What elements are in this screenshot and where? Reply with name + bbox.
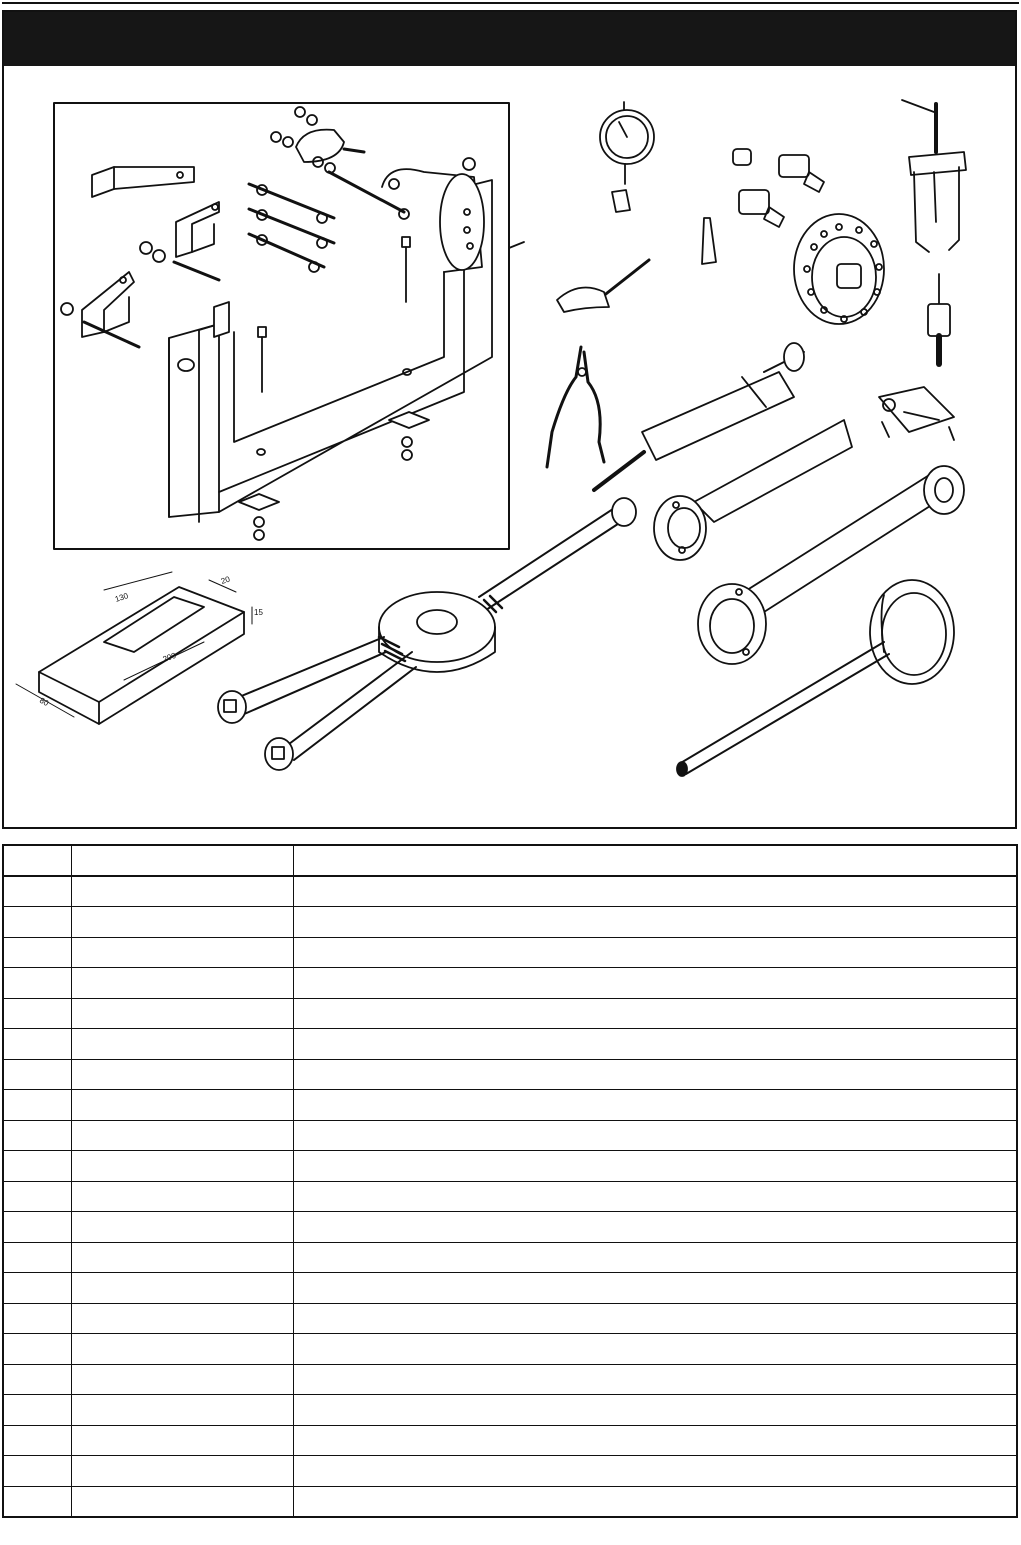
table-row: [3, 1120, 1017, 1151]
table-cell: [293, 1242, 1017, 1273]
table-row: [3, 1364, 1017, 1395]
table-cell: [71, 1029, 293, 1060]
table-cell: [293, 876, 1017, 907]
table-cell: [3, 907, 71, 938]
table-cell: [293, 1059, 1017, 1090]
table-cell: [293, 1303, 1017, 1334]
table-cell: [71, 968, 293, 999]
table-cell: [71, 1181, 293, 1212]
engine-stand-assembly-drawing: [61, 107, 492, 540]
spark-plug-adapters-drawing: [733, 149, 824, 227]
table-header-row: [3, 845, 1017, 876]
table-cell: [293, 1120, 1017, 1151]
table-cell: [71, 1395, 293, 1426]
engine-stand-inset-frame: [54, 103, 509, 549]
table-cell: [293, 1425, 1017, 1456]
table-row: [3, 1334, 1017, 1365]
table-cell: [71, 1486, 293, 1517]
table-cell: [3, 998, 71, 1029]
table-cell: [293, 907, 1017, 938]
wooden-block-drawing: [16, 572, 252, 724]
table-header-cell: [3, 845, 71, 876]
table-row: [3, 1181, 1017, 1212]
table-cell: [71, 1090, 293, 1121]
table-cell: [293, 1181, 1017, 1212]
dimension-width-top: 20: [219, 574, 232, 586]
table-cell: [3, 1486, 71, 1517]
bearing-extractor-drawing: [879, 387, 954, 440]
table-cell: [71, 907, 293, 938]
table-cell: [293, 1212, 1017, 1243]
slide-hammer-drawing: [928, 274, 950, 364]
table-cell: [3, 1273, 71, 1304]
dial-gauge-drawing: [600, 102, 654, 184]
table-cell: [71, 937, 293, 968]
table-cell: [3, 1456, 71, 1487]
table-header-cell: [293, 845, 1017, 876]
table-row: [3, 1395, 1017, 1426]
table-cell: [3, 1120, 71, 1151]
table-row: [3, 1090, 1017, 1121]
table-row: [3, 1273, 1017, 1304]
table-cell: [293, 1273, 1017, 1304]
piston-stop-drawing: [557, 260, 649, 312]
table-cell: [71, 1456, 293, 1487]
table-cell: [3, 1090, 71, 1121]
dimension-height: 15: [254, 608, 263, 617]
tools-illustration: [4, 12, 1015, 827]
table-cell: [71, 1120, 293, 1151]
table-row: [3, 1212, 1017, 1243]
table-row: [3, 1242, 1017, 1273]
crankcase-splitter-drawing: [218, 498, 636, 770]
table-cell: [71, 998, 293, 1029]
table-cell: [71, 1334, 293, 1365]
table-row: [3, 1425, 1017, 1456]
dial-gauge-adapter-drawing: [612, 190, 630, 212]
table-header-cell: [71, 845, 293, 876]
table-body: [3, 876, 1017, 1517]
table-cell: [3, 1395, 71, 1426]
table-cell: [293, 1395, 1017, 1426]
circlip-pliers-drawing: [547, 347, 604, 467]
table-row: [3, 937, 1017, 968]
dimension-width-bottom: 80: [38, 695, 51, 708]
table-cell: [3, 1181, 71, 1212]
table-cell: [293, 968, 1017, 999]
table-row: [3, 1486, 1017, 1517]
table-cell: [3, 876, 71, 907]
table-cell: [3, 1425, 71, 1456]
rotor-puller-drawing: [794, 214, 884, 324]
table-cell: [3, 1303, 71, 1334]
dimension-length-bottom: 200: [161, 650, 178, 664]
sealant-bottle-drawing: [702, 218, 716, 264]
table-cell: [71, 876, 293, 907]
table-cell: [293, 1151, 1017, 1182]
table-row: [3, 907, 1017, 938]
top-rule: [2, 2, 1019, 4]
table-row: [3, 968, 1017, 999]
table-cell: [3, 1029, 71, 1060]
table-row: [3, 998, 1017, 1029]
table-cell: [71, 1151, 293, 1182]
table-cell: [293, 1456, 1017, 1487]
table-cell: [3, 937, 71, 968]
table-cell: [3, 1059, 71, 1090]
table-cell: [293, 1090, 1017, 1121]
table-cell: [293, 1334, 1017, 1365]
table-cell: [71, 1273, 293, 1304]
table-row: [3, 1029, 1017, 1060]
table-cell: [71, 1425, 293, 1456]
table-cell: [293, 1364, 1017, 1395]
three-jaw-puller-drawing: [902, 100, 966, 252]
table-row: [3, 1456, 1017, 1487]
table-cell: [293, 1486, 1017, 1517]
parts-table: [2, 844, 1018, 1518]
table-cell: [293, 937, 1017, 968]
table-cell: [293, 1029, 1017, 1060]
table-cell: [71, 1059, 293, 1090]
table-cell: [3, 1151, 71, 1182]
dimension-length-top: 130: [113, 591, 130, 604]
table-row: [3, 1303, 1017, 1334]
table-cell: [71, 1364, 293, 1395]
table-cell: [3, 1212, 71, 1243]
table-cell: [3, 1364, 71, 1395]
table-row: [3, 876, 1017, 907]
table-cell: [3, 1242, 71, 1273]
table-cell: [71, 1212, 293, 1243]
figure-panel: [2, 10, 1017, 829]
table-cell: [71, 1242, 293, 1273]
table-row: [3, 1059, 1017, 1090]
table-row: [3, 1151, 1017, 1182]
table-cell: [293, 998, 1017, 1029]
table-cell: [3, 968, 71, 999]
table-cell: [71, 1303, 293, 1334]
callout-line: [509, 242, 524, 248]
table-cell: [3, 1334, 71, 1365]
